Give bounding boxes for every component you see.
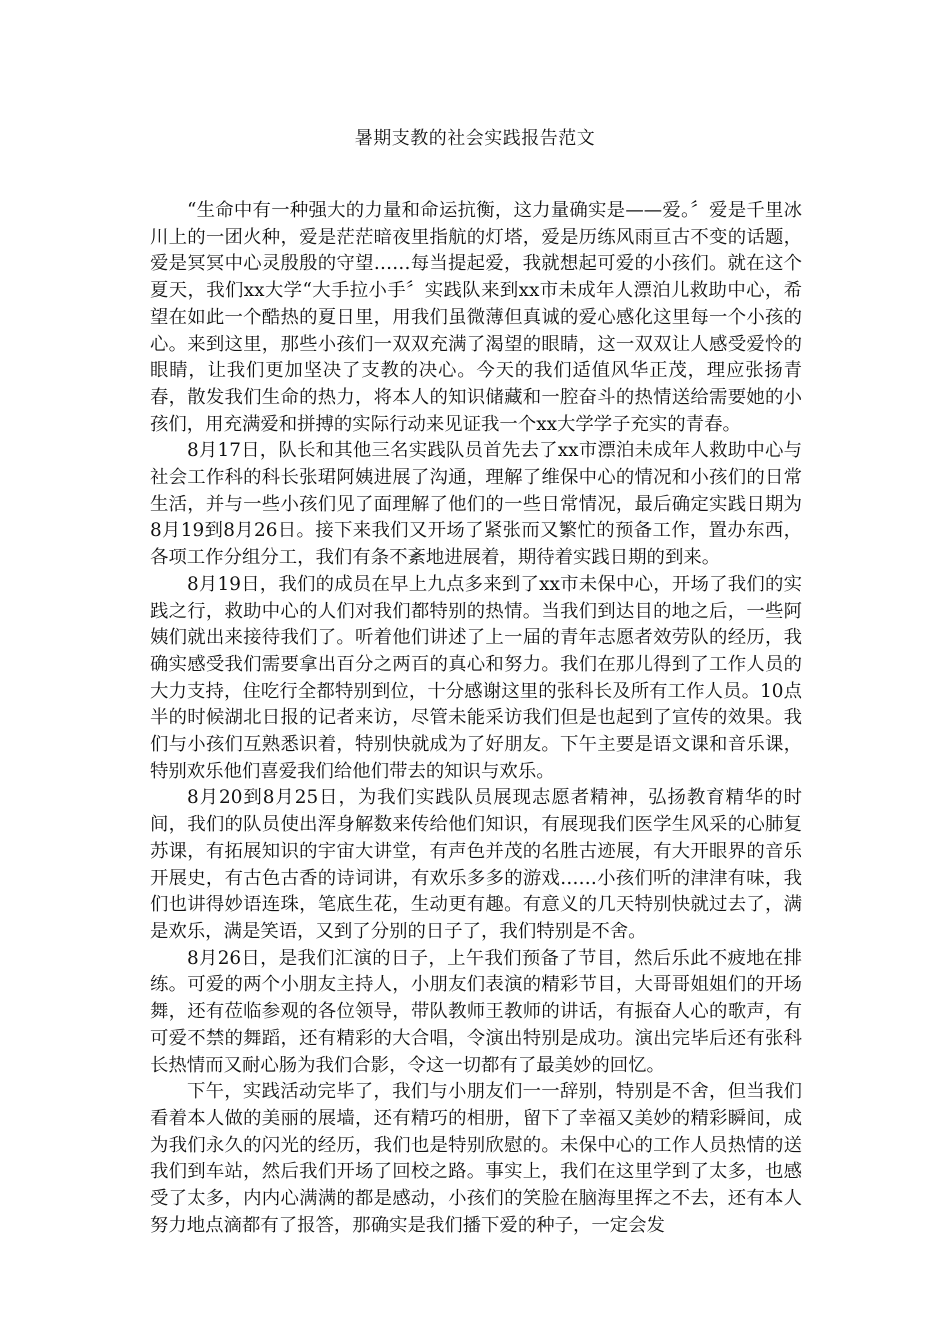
document-body [150, 198, 802, 1239]
paragraph-intro: “生命中有一种强大的力量和命运抗衡，这力量确实是——爱。〞爱是千里冰川上的一团火种，爱是茫茫暗夜里指航的灯塔，爱是历练风雨亘古不变的话题，爱是冥冥中心灵殷殷的守望……每当提起爱，我就想起可爱的小孩们。就在这个夏天，我们xx大学“大手拉小手〞实践队来到xx市未成年人漂泊儿救助中心，希望在如此一个酷热的夏日里，用我们虽微薄但真诚的爱心感化这里每一个小孩的心。来到这里，那些小孩们一双双充满了渴望的眼睛，这一双双让人感受爱怜的眼睛，让我们更加坚决了支教的决心。今天的我们适值风华正茂，理应张扬青春，散发我们生命的热力，将本人的知识储藏和一腔奋斗的热情送给需要她的小孩们，用充满爱和拼搏的实际行动来见证我一个xx大学学子充实的青春。 [150, 200, 802, 435]
paragraph-aug17: 8月17日，队长和其他三名实践队员首先去了xx市漂泊未成年人救助中心与社会工作科的科长张珺阿姨进展了沟通，理解了维保中心的情况和小孩们的日常生活，并与一些小孩们见了面理解了他们的一些日常情况，最后确定实践日期为8月19到8月26日。接下来我们又开场了紧张而又繁忙的预备工作，置办东西，各项工作分组分工，我们有条不紊地进展着，期待着实践日期的到来。 [150, 440, 802, 569]
paragraph-afternoon: 下午，实践活动完毕了，我们与小朋友们一一辞别，特别是不舍，但当我们看着本人做的美丽的展墙，还有精巧的相册，留下了幸福又美妙的精彩瞬间，成为我们永久的闪光的经历，我们也是特别欣慰的。未保中心的工作人员热情的送我们到车站，然后我们开场了回校之路。事实上，我们在这里学到了太多，也感受了太多，内内心满满的都是感动，小孩们的笑脸在脑海里挥之不去，还有本人努力地点滴都有了报答，那确实是我们播下爱的种子，一定会发 [150, 1081, 802, 1236]
paragraph-aug20-25: 8月20到8月25日，为我们实践队员展现志愿者精神，弘扬教育精华的时间，我们的队员使出浑身解数来传给他们知识，有展现我们医学生风采的心肺复苏课，有拓展知识的宇宙大讲堂，有声色并茂的名胜古迹展，有大开眼界的音乐开展史，有古色古香的诗词讲，有欢乐多多的游戏……小孩们听的津津有味，我们也讲得妙语连珠，笔底生花，生动更有趣。有意义的几天特别快就过去了，满是欢乐，满是笑语，又到了分别的日子了，我们特别是不舍。 [150, 787, 802, 942]
paragraph-aug26: 8月26日，是我们汇演的日子，上午我们预备了节目，然后乐此不疲地在排练。可爱的两个小朋友主持人，小朋友们表演的精彩节目，大哥哥姐姐们的开场舞，还有莅临参观的各位领导，带队教师王教师的讲话，有振奋人心的歌声，有可爱不禁的舞蹈，还有精彩的大合唱，令演出特别是成功。演出完毕后还有张科长热情而又耐心肠为我们合影，令这一切都有了最美妙的回忆。 [150, 947, 802, 1076]
document-title: 暑期支教的社会实践报告范文 [354, 128, 596, 149]
paragraph-aug19: 8月19日，我们的成员在早上九点多来到了xx市未保中心，开场了我们的实践之行，救助中心的人们对我们都特别的热情。当我们到达目的地之后，一些阿姨们就出来接待我们了。听着他们讲述了上一届的青年志愿者效劳队的经历，我确实感受我们需要拿出百分之两百的真心和努力。我们在那儿得到了工作人员的大力支持，住吃行全都特别到位，十分感谢这里的张科长及所有工作人员。10点半的时候湖北日报的记者来访，尽管未能采访我们但是也起到了宣传的效果。我们与小孩们互熟悉识着，特别快就成为了好朋友。下午主要是语文课和音乐课，特别欢乐他们喜爱我们给他们带去的知识与欢乐。 [150, 573, 802, 782]
